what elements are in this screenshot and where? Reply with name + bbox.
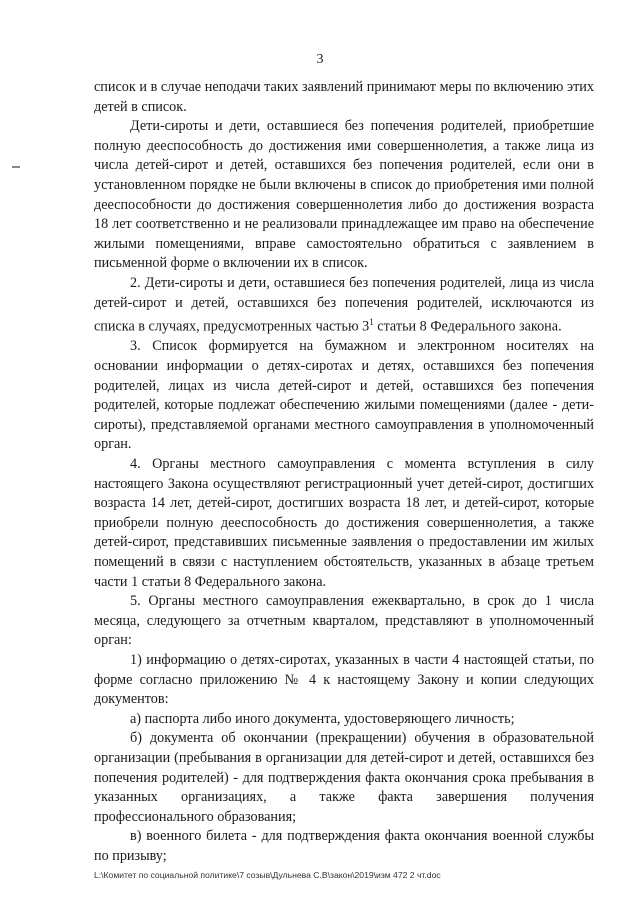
page-number: 3 xyxy=(316,52,324,67)
footer-file-path: L:\Комитет по социальной политике\7 созыв\Дульнева С.В\закон\2019\изм 472 2 чт.doc xyxy=(94,870,441,880)
margin-mark xyxy=(12,166,20,168)
paragraph-2-tail: статьи 8 Федерального закона. xyxy=(373,318,562,335)
paragraph-5-item-a: а) паспорта либо иного документа, удостоверяющего личность; xyxy=(130,710,515,727)
paragraph-2-superscript: 1 xyxy=(369,317,374,328)
paragraph-3: 3. Список формируется на бумажном и электронном носителях на основании информации о детях-сиротах и детях, оставшихся без попечения родителей, лицах из числа детей-сирот и детей, оставшихся без попечения родителей, которые подлежат обеспечению жилыми помещениями (далее - дети-сироты), представляемой органами местного самоуправления в уполномоченный орган. xyxy=(94,338,594,453)
document-body xyxy=(94,78,594,866)
paragraph-4: 4. Органы местного самоуправления с момента вступления в силу настоящего Закона осуществляют регистрационный учет детей-сирот, достигших возраста 14 лет, детей-сирот, достигших возраста 18 лет, и детей-сирот, которые приобрели полную дееспособность до достижения совершеннолетия, а также детей-сирот, представивших письменные заявления о предоставлении им жилых помещений в связи с наступлением обстоятельств, указанных в абзаце третьем части 1 статьи 8 Федерального закона. xyxy=(94,456,594,590)
paragraph-2-text: 2. Дети-сироты и дети, оставшиеся без попечения родителей, лица из числа детей-сирот и детей, оставшихся без попечения родителей, исключаются из списка в случаях, предусмотренных частью 3 xyxy=(94,274,594,335)
paragraph-5: 5. Органы местного самоуправления ежеквартально, в срок до 1 числа месяца, следующего за отчетным кварталом, представляют в уполномоченный орган: xyxy=(94,593,594,649)
paragraph-5-item-1: 1) информацию о детях-сиротах, указанных в части 4 настоящей статьи, по форме согласно приложению № 4 к настоящему Закону и копии следующих документов: xyxy=(94,651,594,708)
paragraph-5-item-b: б) документа об окончании (прекращении) обучения в образовательной организации (пребывания в организации для детей-сирот и детей, оставшихся без попечения родителей) - для подтверждения факта окончания срока пребывания в указанных организациях, а также факта завершения получения профессионального образования; xyxy=(94,730,594,825)
paragraph-5-item-v: в) военного билета - для подтверждения факта окончания военной службы по призыву; xyxy=(94,828,594,864)
paragraph-orphans-full-capacity: Дети-сироты и дети, оставшиеся без попечения родителей, приобретшие полную дееспособность до достижения ими совершеннолетия, а также лица из числа детей-сирот и детей, оставшихся без попечения родителей, если они в установленном порядке не были включены в список до приобретения ими полной дееспособности до достижения совершеннолетия либо до достижения возраста 18 лет соответственно и не реализовали принадлежащее им право на обеспечение жилыми помещениями, вправе самостоятельно обратиться с заявлением в письменной форме о включении их в список. xyxy=(94,118,594,272)
paragraph-2 xyxy=(94,274,594,338)
paragraph-continuation: список и в случае неподачи таких заявлений принимают меры по включению этих детей в список. xyxy=(94,79,594,115)
